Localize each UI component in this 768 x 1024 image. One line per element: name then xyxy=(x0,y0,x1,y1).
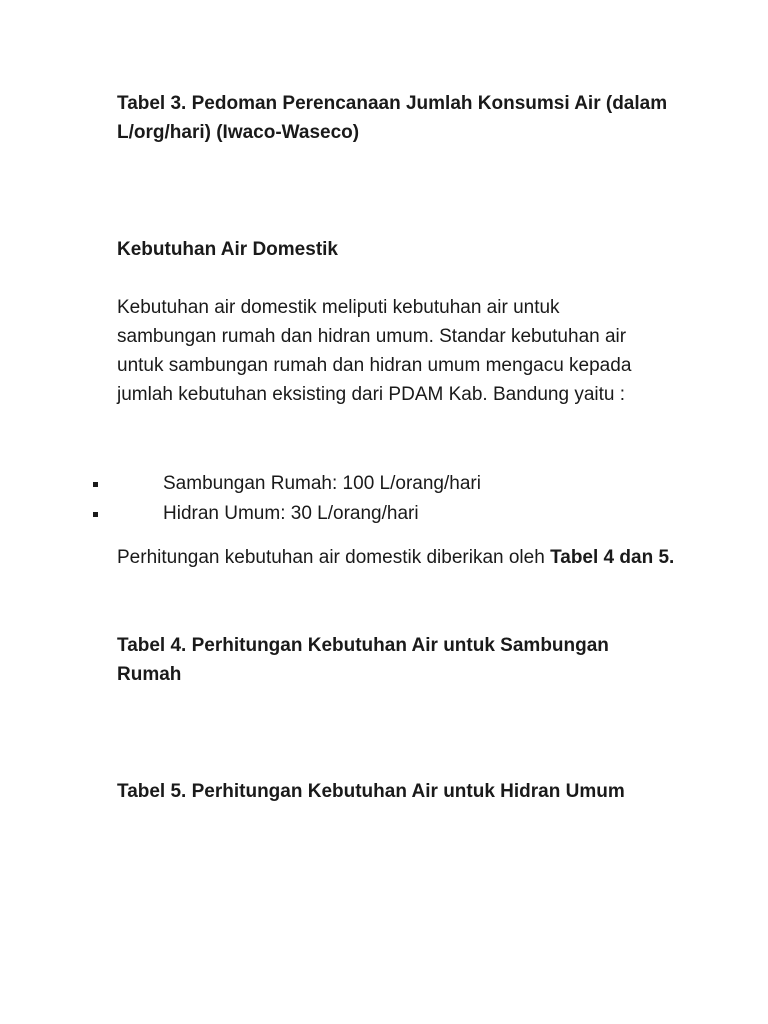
calculation-text: Perhitungan kebutuhan air domestik diberikan oleh xyxy=(117,547,551,568)
calculation-paragraph xyxy=(117,543,677,572)
section-heading: Kebutuhan Air Domestik xyxy=(117,239,338,260)
table-4-caption: Tabel 4. Perhitungan Kebutuhan Air untuk Sambungan Rumah xyxy=(117,635,609,685)
square-bullet-icon xyxy=(93,482,98,487)
list-item xyxy=(0,469,768,499)
list-item-text: Sambungan Rumah: 100 L/orang/hari xyxy=(163,473,481,494)
list-item-text: Hidran Umum: 30 L/orang/hari xyxy=(163,503,419,524)
body-paragraph: Kebutuhan air domestik meliputi kebutuhan air untuk sambungan rumah dan hidran umum. Standar kebutuhan air untuk sambungan rumah dan hidran umum mengacu kepada jumlah kebutuhan eksisting dari PDAM Kab. Bandung yaitu : xyxy=(117,297,632,405)
list-item xyxy=(0,499,768,529)
table-reference: Tabel 4 dan 5. xyxy=(550,547,675,568)
bullet-list xyxy=(0,469,768,529)
table-5-caption: Tabel 5. Perhitungan Kebutuhan Air untuk Hidran Umum xyxy=(117,781,625,802)
table-3-caption: Tabel 3. Pedoman Perencanaan Jumlah Konsumsi Air (dalam L/org/hari) (Iwaco-Waseco) xyxy=(117,93,668,143)
square-bullet-icon xyxy=(93,512,98,517)
